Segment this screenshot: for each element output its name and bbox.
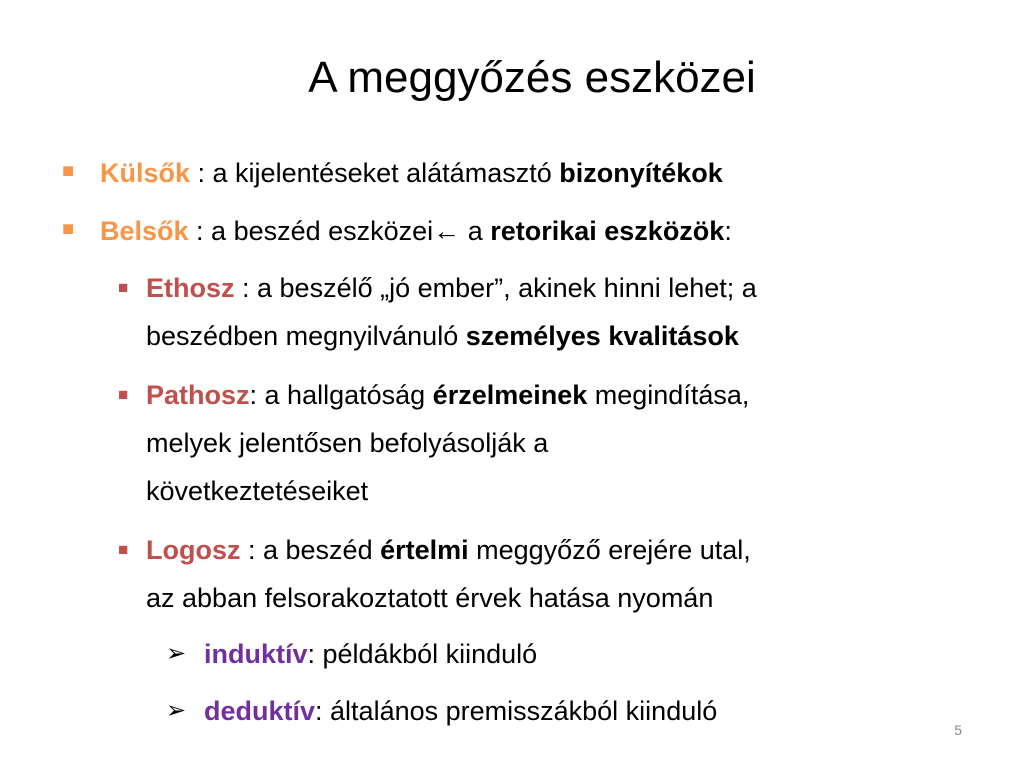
- list-item-continuation: [146, 315, 739, 358]
- item-text: a: [460, 216, 491, 246]
- term-pathosz: Pathosz: [146, 380, 250, 410]
- bullet-icon: ■: [62, 160, 75, 182]
- term-induktiv: induktív: [204, 639, 308, 669]
- item-bold: retorikai eszközök: [490, 216, 725, 246]
- left-arrow-icon: ←: [433, 216, 461, 246]
- term-deduktiv: deduktív: [204, 696, 316, 726]
- item-bold: személyes kvalitások: [465, 321, 739, 351]
- item-bold: érzelmeinek: [432, 380, 588, 410]
- bullet-icon: ■: [118, 385, 129, 404]
- list-item: [146, 374, 749, 417]
- list-item: [100, 152, 723, 195]
- list-item: [204, 690, 717, 733]
- item-text: : példákból kiinduló: [307, 639, 538, 669]
- item-bold: bizonyítékok: [559, 158, 723, 188]
- list-item: [146, 529, 751, 572]
- item-text: :: [724, 216, 732, 246]
- arrow-bullet-icon: ➢: [166, 640, 187, 667]
- item-text: : a hallgatóság: [249, 380, 433, 410]
- item-text: meggyőző erejére utal,: [468, 535, 751, 565]
- item-text: megindítása,: [587, 380, 750, 410]
- item-text: : a beszéd eszközei: [188, 216, 434, 246]
- term-belsok: Belsők: [100, 216, 189, 246]
- bullet-icon: ■: [118, 278, 129, 297]
- list-item: [100, 210, 732, 253]
- bullet-icon: ■: [118, 540, 129, 559]
- item-text: beszédben megnyilvánuló: [146, 321, 466, 351]
- bullet-icon: ■: [62, 218, 75, 240]
- slide-title: A meggyőzés eszközei: [308, 53, 756, 102]
- list-item: [204, 633, 537, 676]
- item-text: : a beszélő „jó ember”, akinek hinni lehet; a: [234, 273, 757, 303]
- term-kulsok: Külsők: [100, 158, 191, 188]
- arrow-bullet-icon: ➢: [166, 697, 187, 724]
- term-ethosz: Ethosz: [146, 273, 235, 303]
- list-item-continuation: az abban felsorakoztatott érvek hatása nyomán: [146, 583, 714, 613]
- item-text: : a beszéd: [240, 535, 381, 565]
- list-item-continuation: melyek jelentősen befolyásolják a: [146, 428, 549, 458]
- list-item: [146, 267, 757, 310]
- item-text: : általános premisszákból kiinduló: [315, 696, 718, 726]
- term-logosz: Logosz: [146, 535, 241, 565]
- slide-number: 5: [954, 722, 962, 738]
- item-bold: értelmi: [380, 535, 469, 565]
- list-item-continuation: következtetéseiket: [146, 476, 369, 506]
- item-text: : a kijelentéseket alátámasztó: [190, 158, 560, 188]
